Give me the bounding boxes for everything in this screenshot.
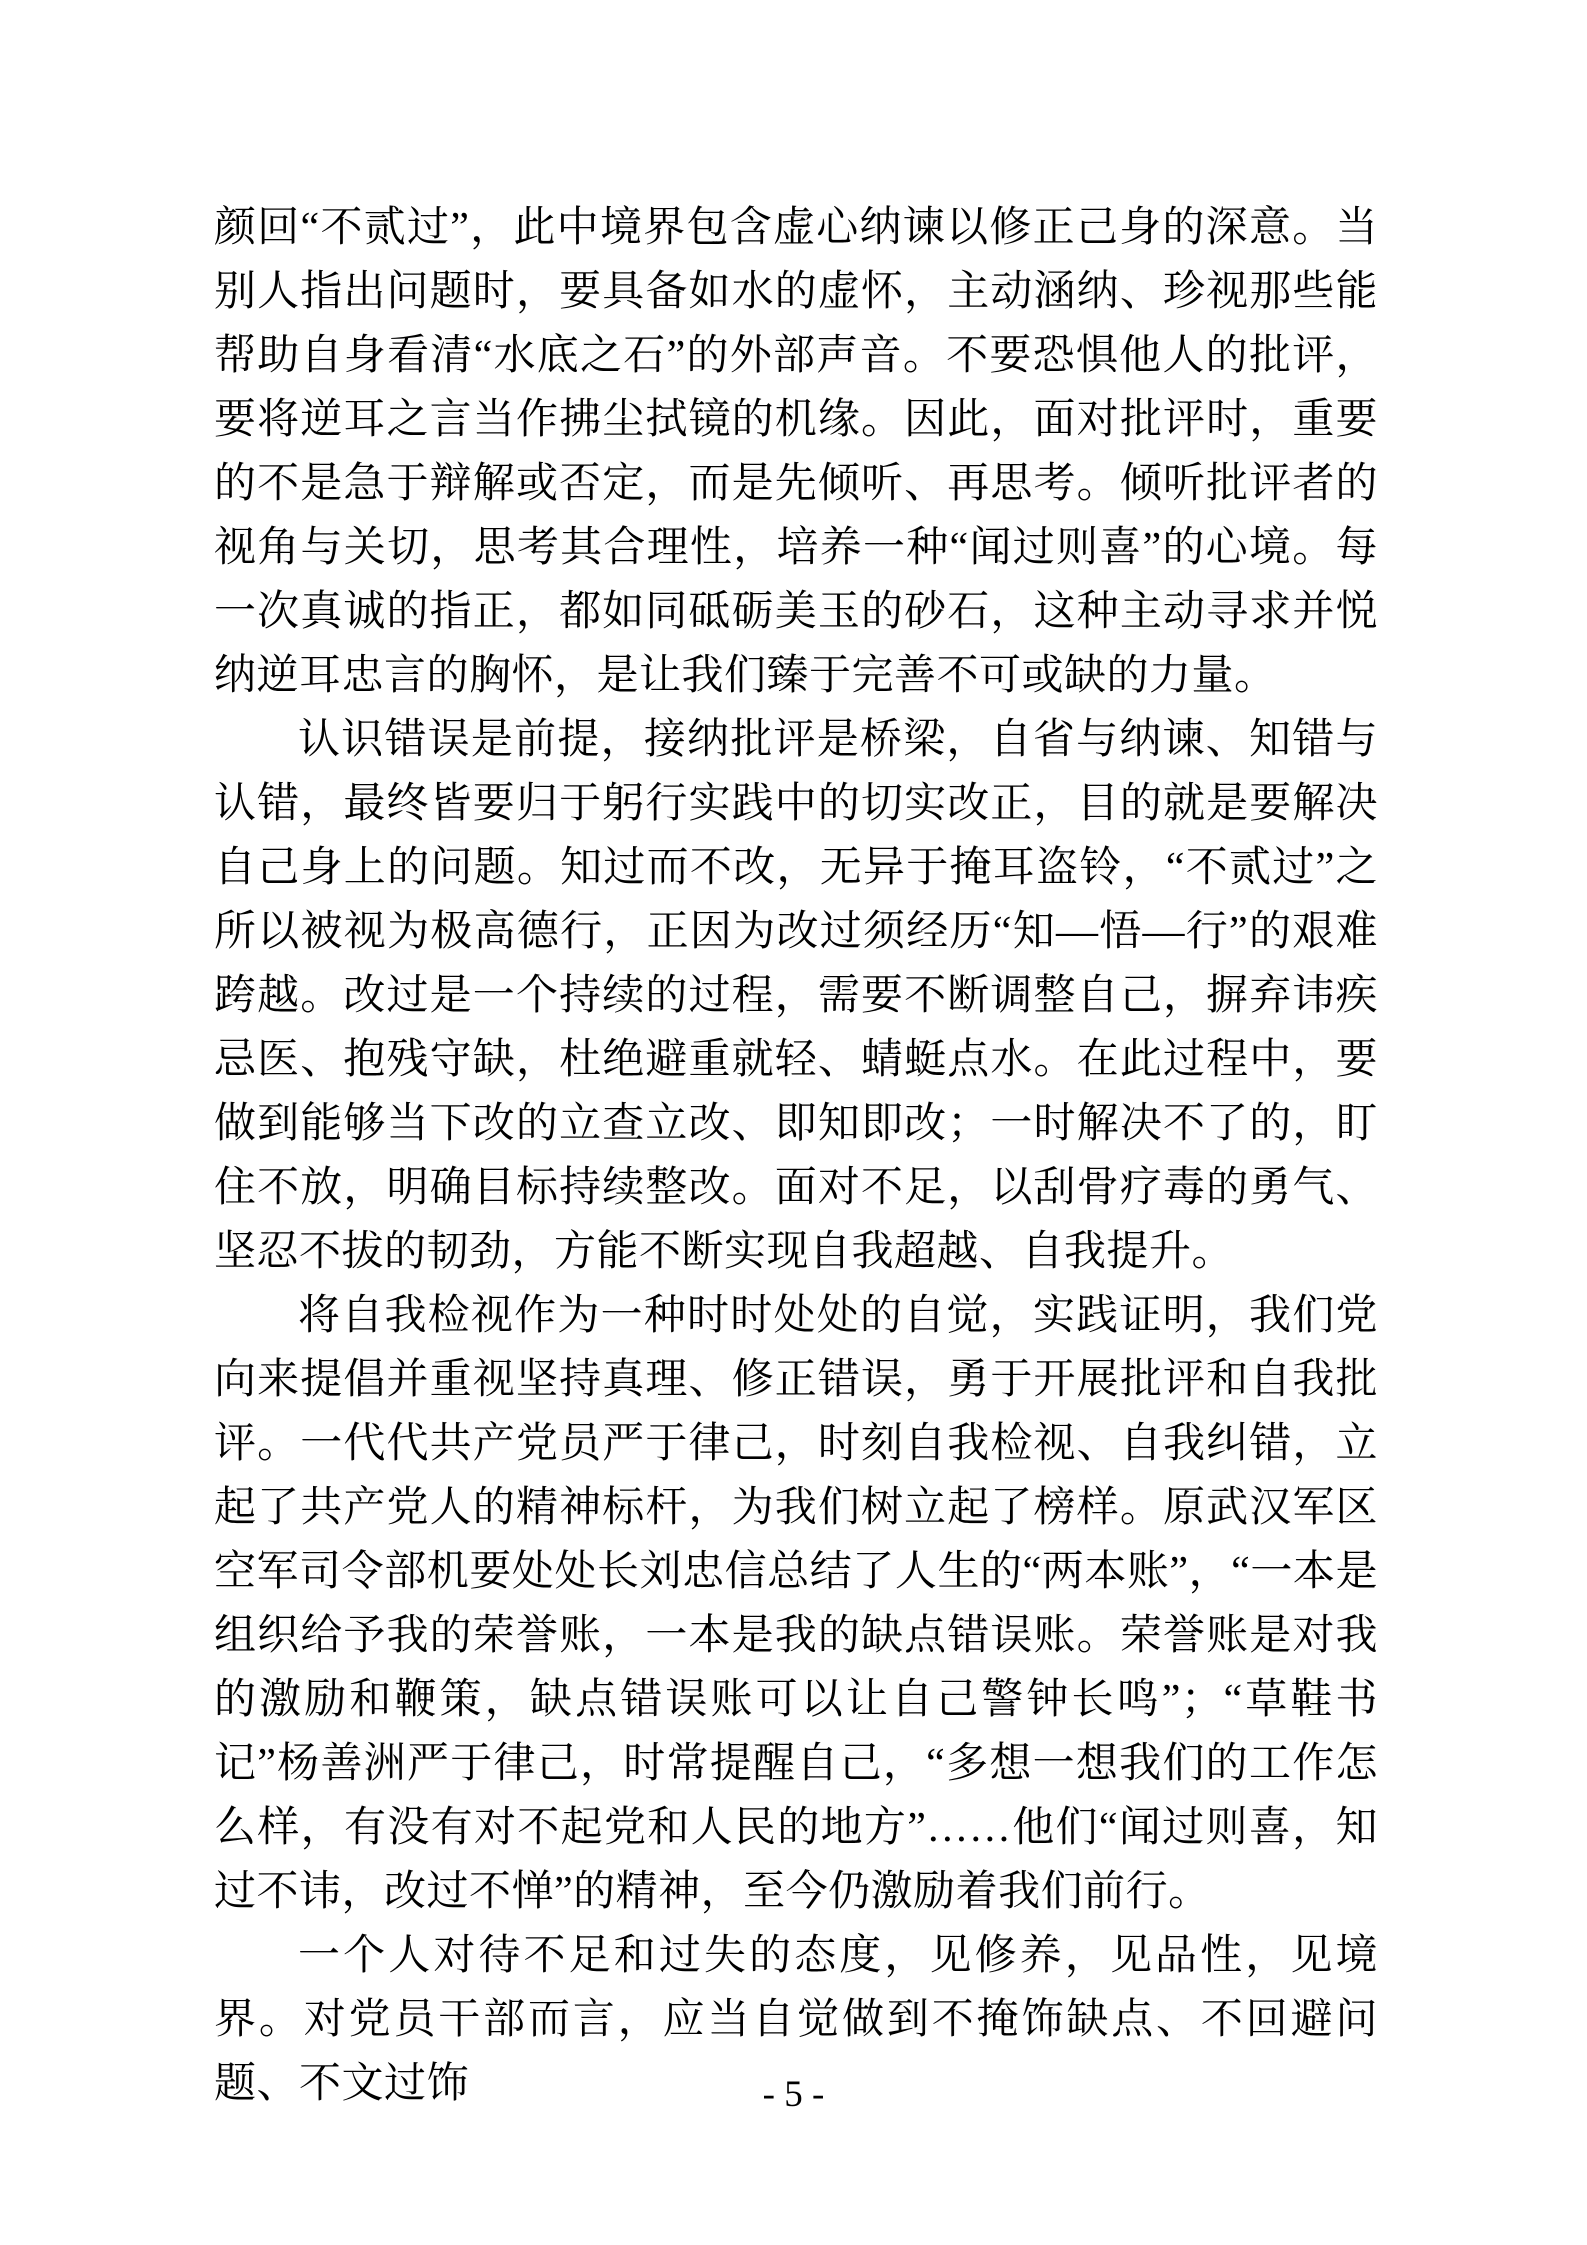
paragraph: 认识错误是前提，接纳批评是桥梁，自省与纳谏、知错与认错，最终皆要归于躬行实践中的切实改正，目的就是要解决自己身上的问题。知过而不改，无异于掩耳盗铃，“不贰过”之所以被视为极高德行，正因为改过须经历“知—悟—行”的艰难跨越。改过是一个持续的过程，需要不断调整自己，摒弃讳疾忌医、抱残守缺，杜绝避重就轻、蜻蜓点水。在此过程中，要做到能够当下改的立查立改、即知即改；一时解决不了的，盯住不放，明确目标持续整改。面对不足，以刮骨疗毒的勇气、坚忍不拔的韧劲，方能不断实现自我超越、自我提升。 xyxy=(214,717,1378,1275)
page-number: - 5 - xyxy=(762,2074,825,2115)
body-text xyxy=(214,196,1378,2116)
paragraph: 将自我检视作为一种时时处处的自觉，实践证明，我们党向来提倡并重视坚持真理、修正错误，勇于开展批评和自我批评。一代代共产党员严于律己，时刻自我检视、自我纠错，立起了共产党人的精神标杆，为我们树立起了榜样。原武汉军区空军司令部机要处处长刘忠信总结了人生的“两本账”，“一本是组织给予我的荣誉账，一本是我的缺点错误账。荣誉账是对我的激励和鞭策，缺点错误账可以让自己警钟长鸣”；“草鞋书记”杨善洲严于律己，时常提醒自己，“多想一想我们的工作怎么样，有没有对不起党和人民的地方”……他们“闻过则喜，知过不讳，改过不惮”的精神，至今仍激励着我们前行。 xyxy=(214,1293,1378,1915)
paragraph: 一个人对待不足和过失的态度，见修养，见品性，见境界。对党员干部而言，应当自觉做到不掩饰缺点、不回避问题、不文过饰 xyxy=(214,1933,1378,2107)
paragraph: 颜回“不贰过”，此中境界包含虚心纳谏以修正己身的深意。当别人指出问题时，要具备如水的虚怀，主动涵纳、珍视那些能帮助自身看清“水底之石”的外部声音。不要恐惧他人的批评，要将逆耳之言当作拂尘拭镜的机缘。因此，面对批评时，重要的不是急于辩解或否定，而是先倾听、再思考。倾听批评者的视角与关切，思考其合理性，培养一种“闻过则喜”的心境。每一次真诚的指正，都如同砥砺美玉的砂石，这种主动寻求并悦纳逆耳忠言的胸怀，是让我们臻于完善不可或缺的力量。 xyxy=(214,205,1378,699)
